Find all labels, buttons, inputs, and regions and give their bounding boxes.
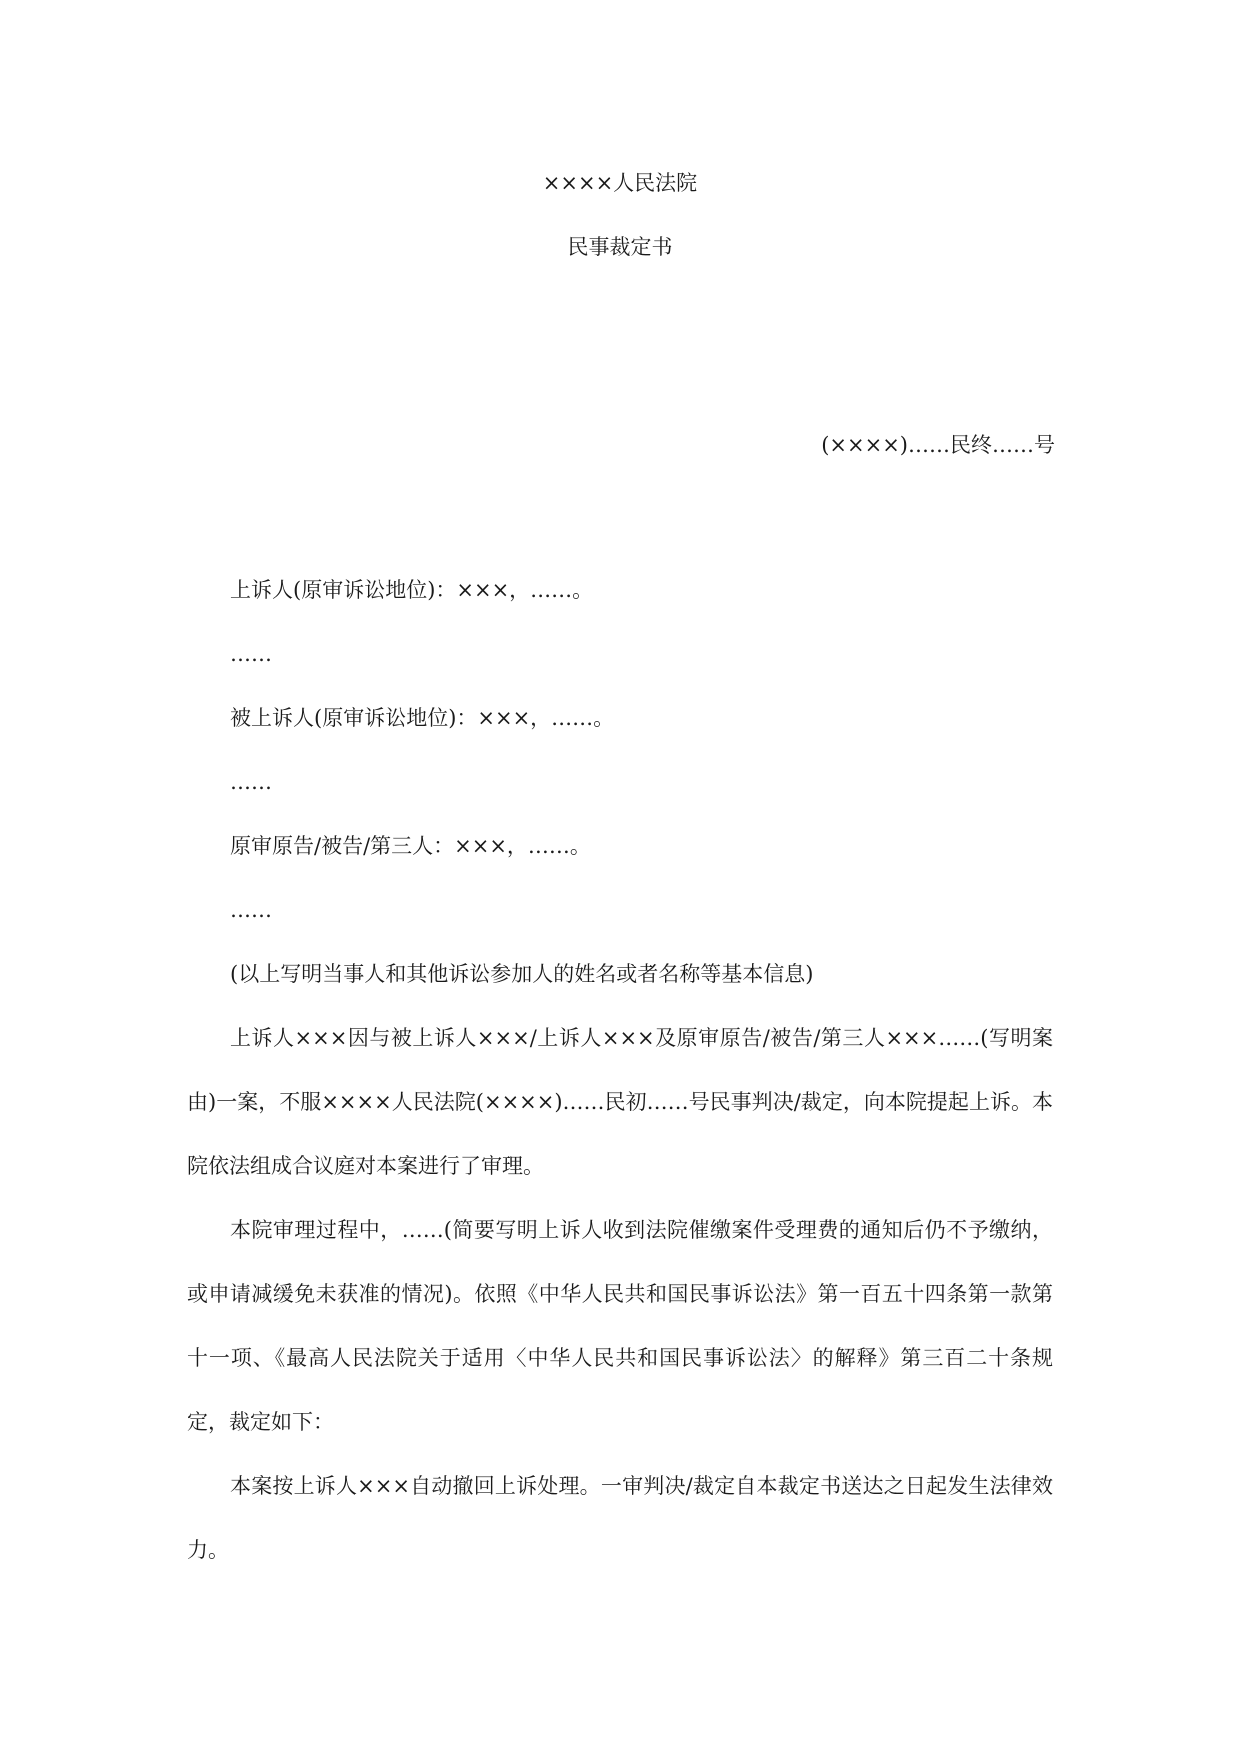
appellant-line: 上诉人(原审诉讼地位)：×××，……。 (230, 578, 594, 602)
document-title: 民事裁定书 (567, 235, 673, 259)
ellipsis-line: …… (230, 642, 272, 666)
case-number: (××××)……民终……号 (821, 433, 1055, 457)
case-background-paragraph: 上诉人×××因与被上诉人×××/上诉人×××及原审原告/被告/第三人×××……(写明案由)一案，不服××××人民法院(××××)……民初……号民事判决/裁定，向本院提起上诉。本院依法组成合议庭对本案进行了审理。 (187, 1026, 1053, 1178)
ruling-paragraph: 本案按上诉人×××自动撤回上诉处理。一审判决/裁定自本裁定书送达之日起发生法律效力。 (187, 1474, 1053, 1562)
ellipsis-line: …… (230, 898, 272, 922)
legal-basis-paragraph: 本院审理过程中，……(简要写明上诉人收到法院催缴案件受理费的通知后仍不予缴纳，或申请减缓免未获准的情况)。依照《中华人民共和国民事诉讼法》第一百五十四条第一款第十一项、《最高人民法院关于适用〈中华人民共和国民事诉讼法〉的解释》第三百二十条规定，裁定如下： (187, 1218, 1053, 1434)
ellipsis-line: …… (230, 770, 272, 794)
court-name: ××××人民法院 (542, 171, 698, 195)
party-info-note: (以上写明当事人和其他诉讼参加人的姓名或者名称等基本信息) (230, 962, 814, 986)
original-party-line: 原审原告/被告/第三人：×××，……。 (230, 834, 591, 858)
appellee-line: 被上诉人(原审诉讼地位)：×××，……。 (230, 706, 615, 730)
document-body (187, 558, 1053, 1582)
